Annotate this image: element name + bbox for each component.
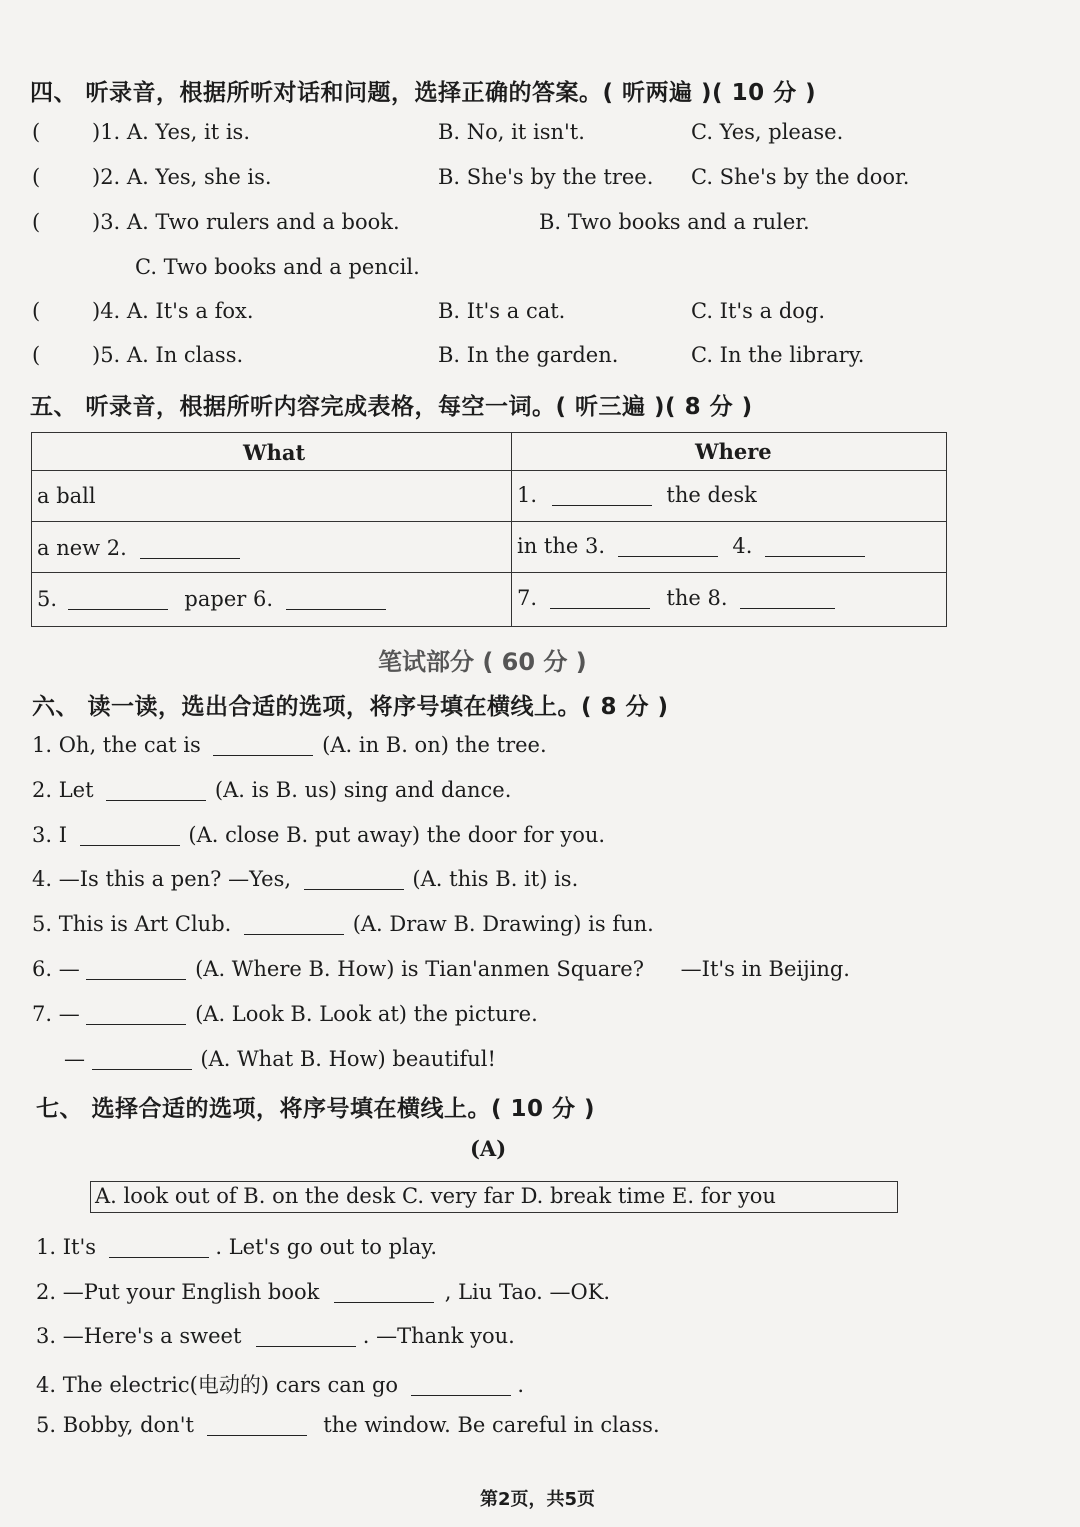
question-text: (A. What B. How) beautiful!: [200, 1047, 496, 1071]
section6-question-7b: [64, 1047, 496, 1071]
blank-number-5: 5.: [37, 587, 58, 611]
question-text: 1. Oh, the cat is: [32, 733, 201, 757]
option-c: C. Yes, please.: [691, 120, 844, 144]
table-column-divider: [511, 433, 512, 626]
option-a: )3. A. Two rulers and a book.: [92, 210, 400, 234]
section6-title: 六、 读一读，选出合适的选项，将序号填在横线上。( 8 分 ): [32, 694, 669, 720]
answer-blank[interactable]: [106, 778, 206, 801]
blank-5[interactable]: [68, 587, 168, 610]
question-text: . Let's go out to play.: [215, 1235, 437, 1259]
question-text: 7. —: [32, 1002, 80, 1026]
cell-where-1: [517, 483, 757, 507]
answer-blank[interactable]: [86, 1002, 186, 1025]
question-text: (A. in B. on) the tree.: [322, 733, 547, 757]
options-list: A. look out of B. on the desk C. very far D. break time E. for you: [95, 1184, 776, 1208]
options-box: [90, 1181, 898, 1213]
option-a: )5. A. In class.: [92, 343, 244, 367]
option-c: C. In the library.: [691, 343, 865, 367]
question-text: (A. this B. it) is.: [412, 867, 579, 891]
answer-blank[interactable]: [109, 1235, 209, 1258]
answer-table: [31, 432, 947, 627]
section6-question-6: [32, 957, 850, 981]
answer-paren[interactable]: (: [32, 343, 41, 367]
option-b: B. In the garden.: [438, 343, 619, 367]
option-c: C. It's a dog.: [691, 299, 826, 323]
question-text: . —Thank you.: [362, 1324, 515, 1348]
section7-question-4: [36, 1369, 524, 1399]
question-text: , Liu Tao. —OK.: [444, 1280, 611, 1304]
answer-blank[interactable]: [256, 1324, 356, 1347]
page-footer: 第2页，共5页: [480, 1489, 596, 1510]
question-text: 6. —: [32, 957, 80, 981]
question-text: .: [517, 1373, 525, 1397]
cell-what-1: a ball: [37, 484, 96, 508]
section6-question-7: [32, 1002, 538, 1026]
answer-blank[interactable]: [86, 957, 186, 980]
answer-paren[interactable]: (: [32, 210, 41, 234]
blank-number-7: 7.: [517, 586, 538, 610]
question-text: 4. The electric(电动的) cars can go: [36, 1373, 399, 1397]
answer-blank[interactable]: [80, 823, 180, 846]
option-b: B. No, it isn't.: [438, 120, 585, 144]
table-divider: [32, 521, 946, 522]
section7-question-5: [36, 1413, 660, 1437]
column-header-where: Where: [695, 439, 772, 464]
table-divider: [32, 470, 946, 471]
blank-3[interactable]: [618, 534, 718, 557]
cell-text: the 8.: [666, 586, 728, 610]
question-text: 5. Bobby, don't: [36, 1413, 194, 1437]
section7-question-3: [36, 1324, 515, 1348]
question-text: 2. Let: [32, 778, 94, 802]
blank-6[interactable]: [286, 587, 386, 610]
question-text: 3. —Here's a sweet: [36, 1324, 242, 1348]
blank-8[interactable]: [740, 586, 835, 609]
question-reply: —It's in Beijing.: [680, 957, 850, 981]
question-text: the window. Be careful in class.: [323, 1413, 660, 1437]
section7-question-1: [36, 1235, 437, 1259]
section7-title: 七、 选择合适的选项，将序号填在横线上。( 10 分 ): [36, 1096, 596, 1122]
question-text: (A. close B. put away) the door for you.: [188, 823, 606, 847]
section6-question-2: [32, 778, 511, 802]
question-text: (A. is B. us) sing and dance.: [214, 778, 512, 802]
question-text: 5. This is Art Club.: [32, 912, 232, 936]
section6-question-4: [32, 867, 578, 891]
table-divider: [32, 572, 946, 573]
answer-paren[interactable]: (: [32, 299, 41, 323]
answer-paren[interactable]: (: [32, 120, 41, 144]
question-text: 3. I: [32, 823, 68, 847]
option-b: B. Two books and a ruler.: [539, 210, 810, 234]
question-text: (A. Draw B. Drawing) is fun.: [352, 912, 654, 936]
question-text: (A. Where B. How) is Tian'anmen Square?: [195, 957, 644, 981]
option-c: C. She's by the door.: [691, 165, 910, 189]
answer-blank[interactable]: [334, 1280, 434, 1303]
column-header-what: What: [243, 440, 306, 465]
option-a: )4. A. It's a fox.: [92, 299, 254, 323]
cell-what-2: [37, 536, 240, 560]
answer-paren[interactable]: (: [32, 165, 41, 189]
section4-title: 四、 听录音，根据所听对话和问题，选择正确的答案。( 听两遍 )( 10 分 ): [30, 80, 817, 106]
cell-text: paper 6.: [184, 587, 274, 611]
question-text: 2. —Put your English book: [36, 1280, 320, 1304]
option-c: C. Two books and a pencil.: [135, 255, 420, 279]
section6-question-5: [32, 912, 654, 936]
answer-blank[interactable]: [304, 867, 404, 890]
written-section-title: 笔试部分 ( 60 分 ): [378, 648, 587, 676]
blank-2[interactable]: [140, 536, 240, 559]
section6-question-1: [32, 733, 547, 757]
blank-7[interactable]: [550, 586, 650, 609]
answer-blank[interactable]: [213, 733, 313, 756]
option-a: )2. A. Yes, she is.: [92, 165, 272, 189]
option-b: B. It's a cat.: [438, 299, 566, 323]
cell-text: a new 2.: [37, 536, 127, 560]
question-text: —: [64, 1047, 85, 1071]
cell-where-3: [517, 586, 835, 610]
section7-subtitle: (A): [470, 1136, 507, 1161]
question-text: (A. Look B. Look at) the picture.: [195, 1002, 538, 1026]
answer-blank[interactable]: [411, 1373, 511, 1396]
blank-number-4: 4.: [732, 534, 753, 558]
cell-text: the desk: [666, 483, 757, 507]
answer-blank[interactable]: [92, 1047, 192, 1070]
section6-question-3: [32, 823, 605, 847]
cell-what-3: [37, 587, 386, 611]
cell-text: in the 3.: [517, 534, 606, 558]
blank-4[interactable]: [765, 534, 865, 557]
answer-blank[interactable]: [207, 1413, 307, 1436]
answer-blank[interactable]: [244, 912, 344, 935]
cell-where-2: [517, 534, 865, 558]
blank-number-1: 1.: [517, 483, 538, 507]
section5-title: 五、 听录音，根据所听内容完成表格，每空一词。( 听三遍 )( 8 分 ): [30, 394, 753, 420]
option-b: B. She's by the tree.: [438, 165, 654, 189]
blank-1[interactable]: [552, 483, 652, 506]
question-text: 1. It's: [36, 1235, 96, 1259]
question-text: 4. —Is this a pen? —Yes,: [32, 867, 292, 891]
option-a: )1. A. Yes, it is.: [92, 120, 251, 144]
section7-question-2: [36, 1280, 610, 1304]
